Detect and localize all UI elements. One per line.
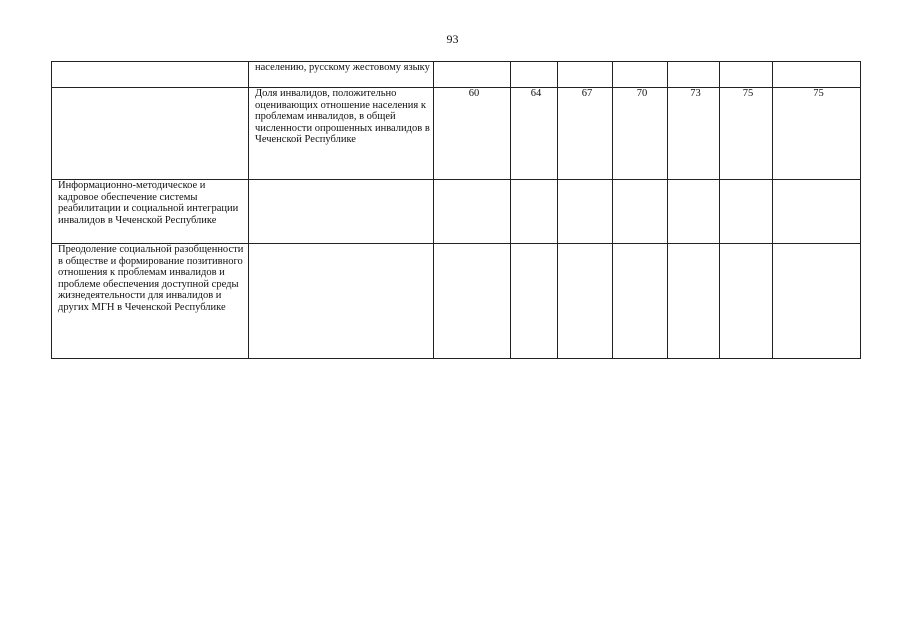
value-cell — [511, 62, 558, 88]
value-cell — [668, 244, 720, 359]
value-cell — [434, 62, 511, 88]
value-cell — [558, 244, 613, 359]
indicators-table — [51, 61, 861, 359]
table-row — [52, 62, 861, 88]
value-cell — [511, 244, 558, 359]
table-row — [52, 244, 861, 359]
value-cell — [720, 244, 773, 359]
table-row — [52, 180, 861, 244]
value-cell: 75 — [773, 88, 861, 180]
value-cell — [773, 180, 861, 244]
value-cell: 60 — [434, 88, 511, 180]
section-cell: Преодоление социальной разобщенности в обществе и формирование позитивного отношения к проблемам инвалидов и проблеме обеспечения доступной среды жизнедеятельности для инвалидов и других МГН в Чеченской Республике — [52, 244, 249, 359]
value-cell: 64 — [511, 88, 558, 180]
value-cell — [773, 244, 861, 359]
value-cell — [773, 62, 861, 88]
section-cell — [52, 62, 249, 88]
indicator-cell — [249, 244, 434, 359]
indicator-cell — [249, 180, 434, 244]
value-cell — [613, 180, 668, 244]
value-cell — [613, 244, 668, 359]
value-cell: 70 — [613, 88, 668, 180]
indicator-cell: Доля инвалидов, положительно оценивающих отношение населения к проблемам инвалидов, в общей численности опрошенных инвалидов в Чеченской Республике — [249, 88, 434, 180]
value-cell — [511, 180, 558, 244]
section-cell: Информационно-методическое и кадровое обеспечение системы реабилитации и социальной интеграции инвалидов в Чеченской Республике — [52, 180, 249, 244]
value-cell — [434, 244, 511, 359]
value-cell — [558, 180, 613, 244]
value-cell — [558, 62, 613, 88]
value-cell: 73 — [668, 88, 720, 180]
value-cell — [720, 180, 773, 244]
value-cell — [434, 180, 511, 244]
indicator-cell: населению, русскому жестовому языку — [249, 62, 434, 88]
value-cell — [668, 180, 720, 244]
page-number: 93 — [446, 32, 459, 46]
value-cell: 67 — [558, 88, 613, 180]
value-cell: 75 — [720, 88, 773, 180]
table-row — [52, 88, 861, 180]
value-cell — [613, 62, 668, 88]
section-cell — [52, 88, 249, 180]
value-cell — [720, 62, 773, 88]
value-cell — [668, 62, 720, 88]
